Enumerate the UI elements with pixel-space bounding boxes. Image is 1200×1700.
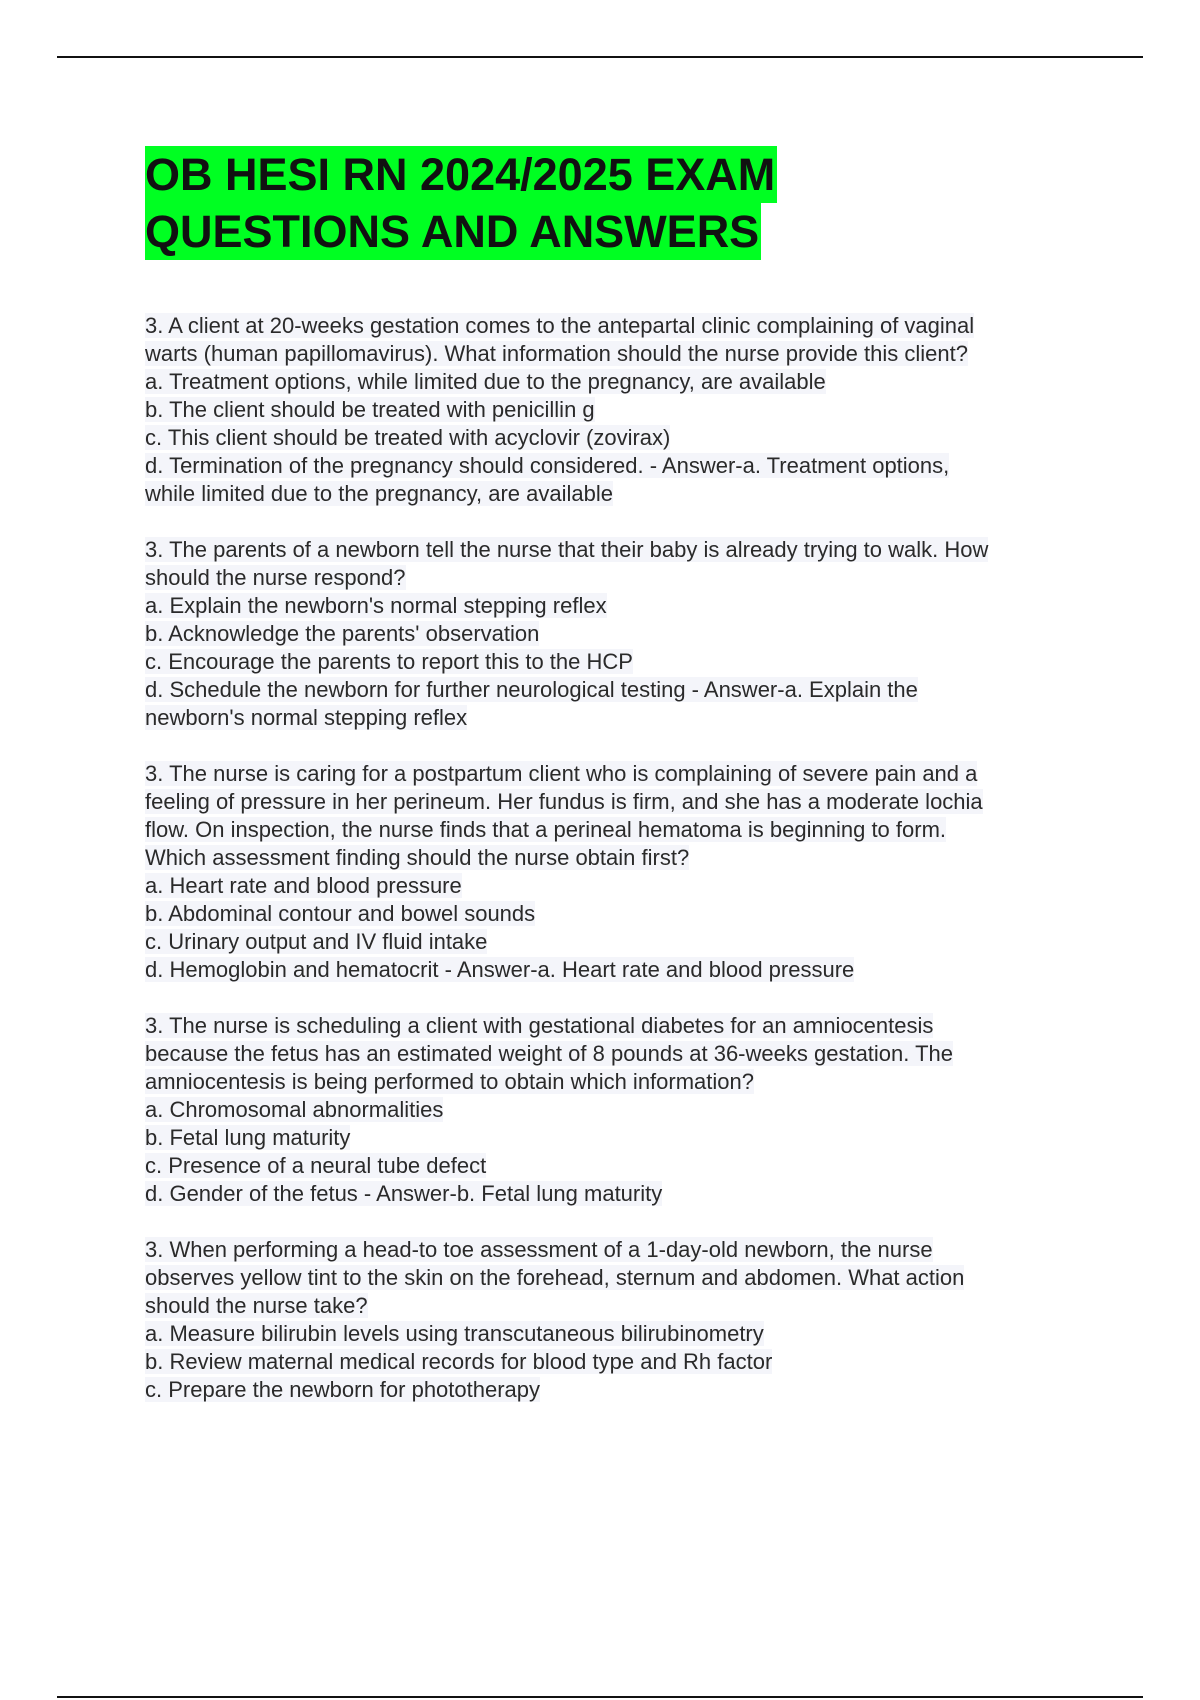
bottom-rule: [57, 1696, 1143, 1698]
question-line: [145, 564, 1075, 592]
question-line-text: b. Abdominal contour and bowel sounds: [145, 901, 536, 926]
question-line: [145, 1292, 1075, 1320]
question-line: [145, 452, 1075, 480]
question-line-text: amniocentesis is being performed to obtain which information?: [145, 1069, 754, 1094]
question-line: [145, 900, 1075, 928]
question-line: [145, 1040, 1075, 1068]
question-line: [145, 536, 1075, 564]
question-line: [145, 1320, 1075, 1348]
question-line-text: feeling of pressure in her perineum. Her fundus is firm, and she has a moderate lochia: [145, 789, 983, 814]
document-title: [145, 146, 777, 260]
question-line-text: a. Heart rate and blood pressure: [145, 873, 462, 898]
question-line: [145, 648, 1075, 676]
question-line: [145, 1264, 1075, 1292]
question-line: [145, 396, 1075, 424]
question-line: [145, 480, 1075, 508]
top-rule: [57, 56, 1143, 58]
question-line-text: 3. The nurse is caring for a postpartum client who is complaining of severe pain and a: [145, 761, 978, 786]
question-line: [145, 1236, 1075, 1264]
question-list: [145, 312, 1075, 1432]
question-line: [145, 816, 1075, 844]
question-line: [145, 592, 1075, 620]
title-line-2: QUESTIONS AND ANSWERS: [145, 203, 761, 260]
question-line: [145, 956, 1075, 984]
question-line: [145, 704, 1075, 732]
question-line: [145, 1348, 1075, 1376]
question-line-text: 3. A client at 20-weeks gestation comes to the antepartal clinic complaining of vaginal: [145, 313, 975, 338]
title-line-1: OB HESI RN 2024/2025 EXAM: [145, 146, 777, 203]
question-block: [145, 1012, 1075, 1208]
question-line-text: b. Fetal lung maturity: [145, 1125, 351, 1150]
question-line-text: d. Termination of the pregnancy should considered. - Answer-a. Treatment options,: [145, 453, 950, 478]
question-line-text: 3. When performing a head-to toe assessment of a 1-day-old newborn, the nurse: [145, 1237, 933, 1262]
question-line-text: 3. The parents of a newborn tell the nurse that their baby is already trying to walk. How: [145, 537, 989, 562]
question-line: [145, 1152, 1075, 1180]
question-line: [145, 368, 1075, 396]
question-line-text: flow. On inspection, the nurse finds that a perineal hematoma is beginning to form.: [145, 817, 947, 842]
question-line-text: because the fetus has an estimated weight of 8 pounds at 36-weeks gestation. The: [145, 1041, 954, 1066]
question-line-text: while limited due to the pregnancy, are available: [145, 481, 613, 506]
question-line-text: should the nurse respond?: [145, 565, 406, 590]
question-line-text: d. Schedule the newborn for further neurological testing - Answer-a. Explain the: [145, 677, 918, 702]
question-line-text: 3. The nurse is scheduling a client with gestational diabetes for an amniocentesis: [145, 1013, 934, 1038]
question-block: [145, 1236, 1075, 1404]
question-block: [145, 536, 1075, 732]
question-line: [145, 844, 1075, 872]
question-line-text: c. Encourage the parents to report this to the HCP: [145, 649, 633, 674]
question-line-text: a. Explain the newborn's normal stepping reflex: [145, 593, 607, 618]
question-line: [145, 676, 1075, 704]
question-line: [145, 788, 1075, 816]
question-line: [145, 1180, 1075, 1208]
question-line: [145, 1096, 1075, 1124]
question-line-text: a. Treatment options, while limited due to the pregnancy, are available: [145, 369, 826, 394]
question-line: [145, 872, 1075, 900]
question-line: [145, 1068, 1075, 1096]
question-line-text: b. Review maternal medical records for blood type and Rh factor: [145, 1349, 773, 1374]
question-line-text: Which assessment finding should the nurse obtain first?: [145, 845, 690, 870]
question-line: [145, 340, 1075, 368]
question-line: [145, 928, 1075, 956]
question-line: [145, 1376, 1075, 1404]
question-line-text: observes yellow tint to the skin on the forehead, sternum and abdomen. What action: [145, 1265, 965, 1290]
question-line-text: should the nurse take?: [145, 1293, 368, 1318]
question-line-text: a. Chromosomal abnormalities: [145, 1097, 444, 1122]
question-line-text: d. Hemoglobin and hematocrit - Answer-a. Heart rate and blood pressure: [145, 957, 855, 982]
question-line: [145, 424, 1075, 452]
question-block: [145, 312, 1075, 508]
question-line: [145, 620, 1075, 648]
question-line-text: c. Presence of a neural tube defect: [145, 1153, 487, 1178]
question-block: [145, 760, 1075, 984]
question-line: [145, 312, 1075, 340]
question-line: [145, 760, 1075, 788]
question-line-text: b. The client should be treated with penicillin g: [145, 397, 595, 422]
question-line-text: c. Prepare the newborn for phototherapy: [145, 1377, 541, 1402]
question-line: [145, 1012, 1075, 1040]
question-line-text: d. Gender of the fetus - Answer-b. Fetal lung maturity: [145, 1181, 663, 1206]
question-line-text: b. Acknowledge the parents' observation: [145, 621, 540, 646]
question-line: [145, 1124, 1075, 1152]
question-line-text: a. Measure bilirubin levels using transcutaneous bilirubinometry: [145, 1321, 764, 1346]
question-line-text: c. This client should be treated with acyclovir (zovirax): [145, 425, 671, 450]
question-line-text: c. Urinary output and IV fluid intake: [145, 929, 488, 954]
question-line-text: newborn's normal stepping reflex: [145, 705, 468, 730]
question-line-text: warts (human papillomavirus). What information should the nurse provide this client?: [145, 341, 968, 366]
